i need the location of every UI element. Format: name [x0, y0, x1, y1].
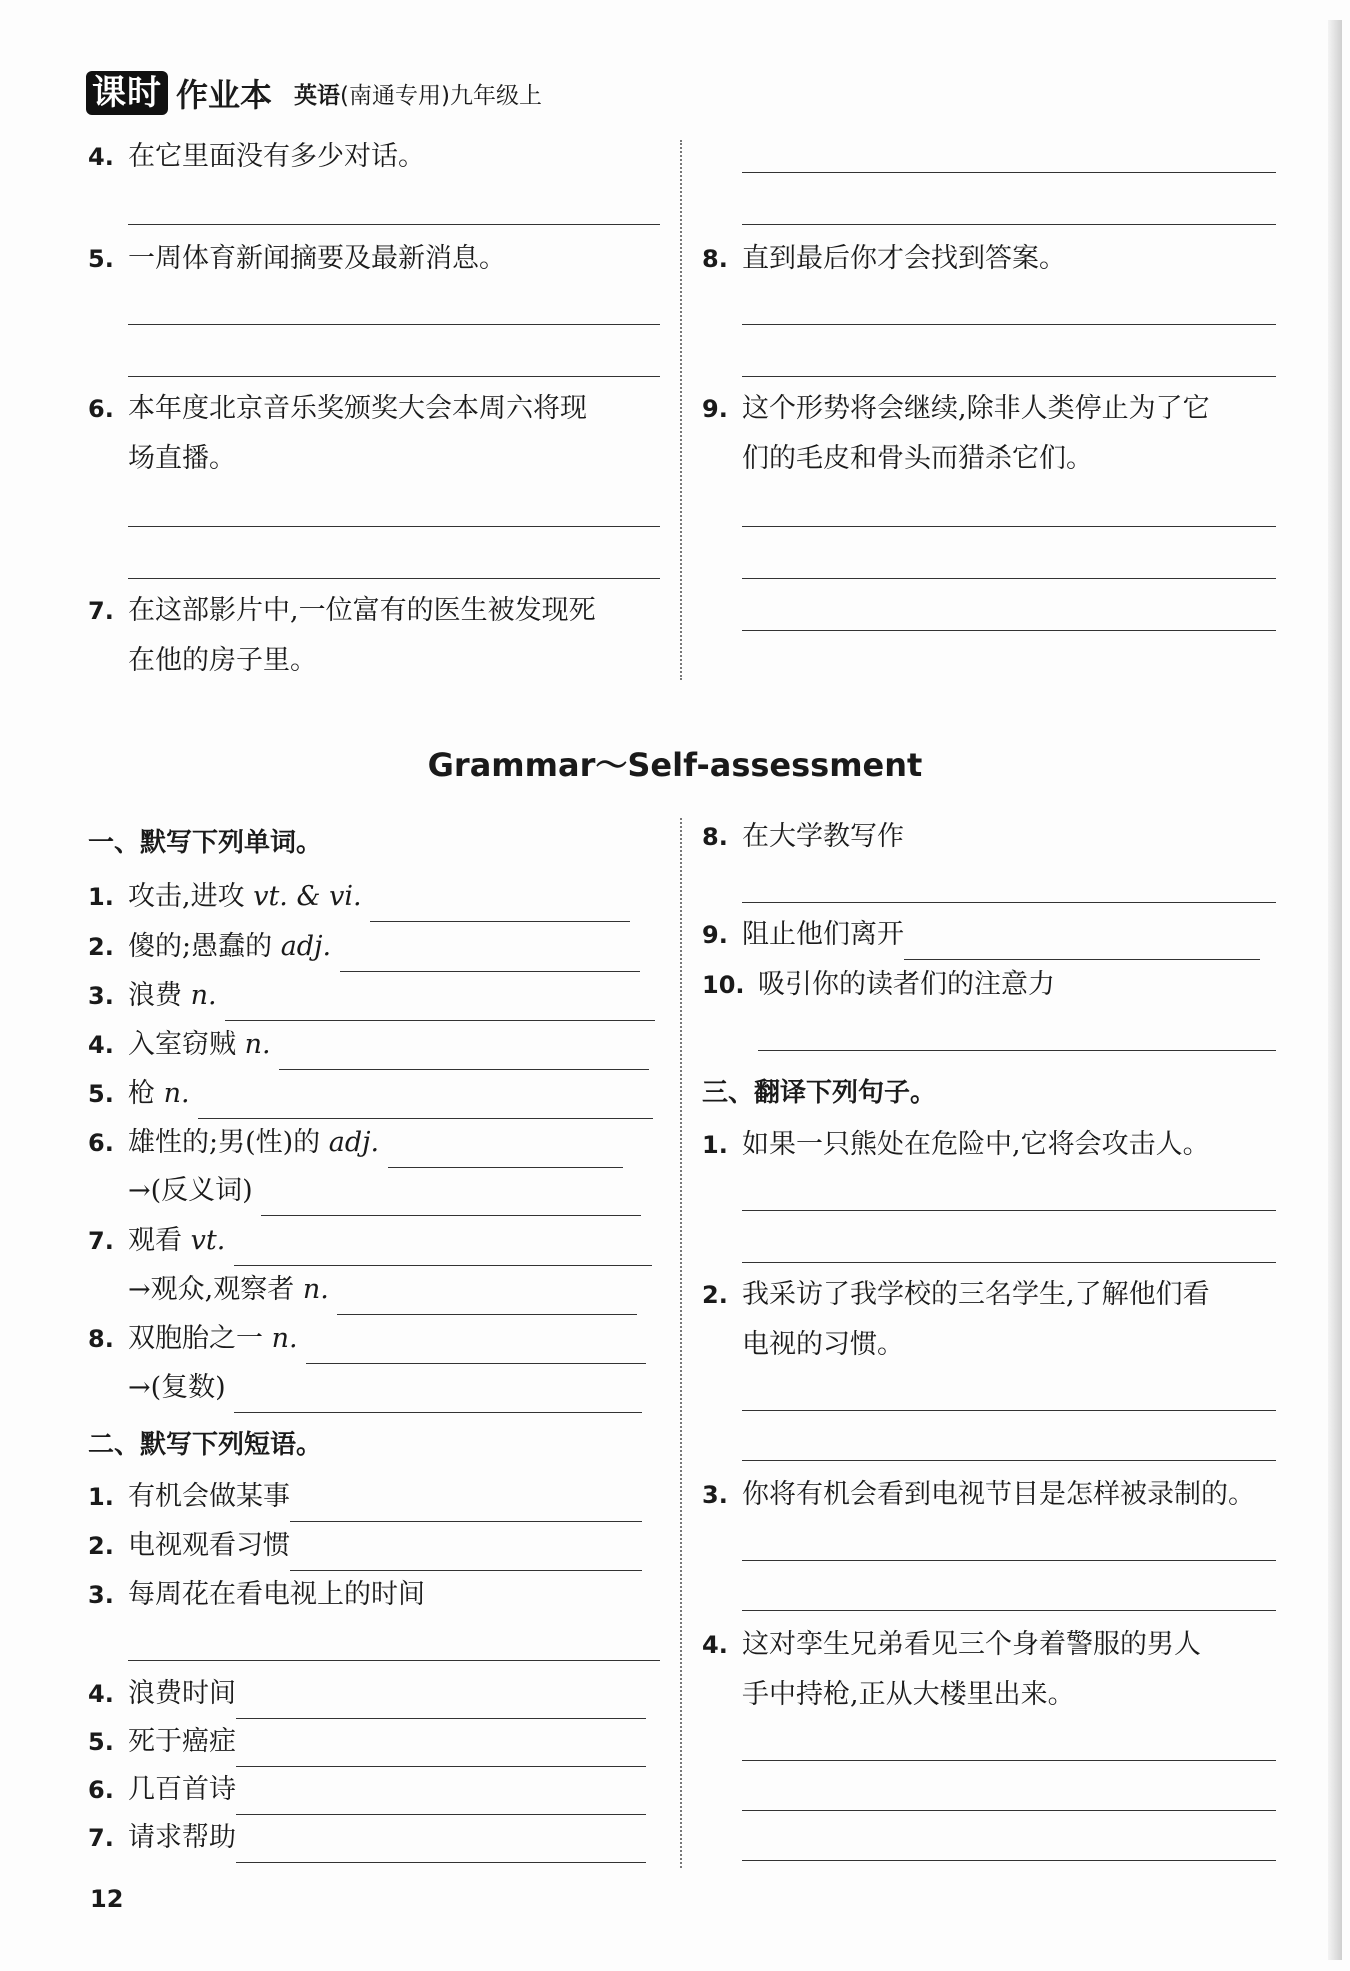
translate-item-2: 2. 我采访了我学校的三名学生,了解他们看 电视的习惯。: [702, 1279, 1210, 1360]
answer-line: [742, 902, 1276, 903]
answer-line: [128, 526, 660, 527]
answer-line: [128, 376, 660, 377]
question-top-7: 7. 在这部影片中,一位富有的医生被发现死 在他的房子里。: [88, 595, 596, 676]
answer-line: [742, 1410, 1276, 1411]
answer-line: [742, 1610, 1276, 1611]
word-item-4: 4. 入室窃贼 n.: [88, 1020, 660, 1070]
phrase-item-6: 6. 几百首诗: [88, 1765, 660, 1815]
phrase-item-4: 4. 浪费时间: [88, 1669, 660, 1719]
translate-item-4: 4. 这对孪生兄弟看见三个身着警服的男人 手中持枪,正从大楼里出来。: [702, 1629, 1201, 1710]
word-item-8-plural: →(复数): [88, 1363, 660, 1413]
answer-line: [742, 1860, 1276, 1861]
word-item-6-antonym: →(反义词): [88, 1166, 660, 1216]
part2-title: 二、默写下列短语。: [88, 1430, 323, 1460]
word-item-1: 1. 攻击,进攻 vt. & vi.: [88, 872, 660, 922]
answer-line: [742, 1760, 1276, 1761]
translate-item-3: 3. 你将有机会看到电视节目是怎样被录制的。: [702, 1479, 1255, 1510]
answer-line: [758, 1050, 1276, 1051]
word-item-3: 3. 浪费 n.: [88, 971, 660, 1021]
answer-line: [742, 1810, 1276, 1811]
translate-item-1: 1. 如果一只熊处在危险中,它将会攻击人。: [702, 1129, 1210, 1160]
header-subtitle: 英语(南通专用)九年级上: [294, 82, 542, 109]
word-item-6: 6. 雄性的;男(性)的 adj.: [88, 1118, 660, 1168]
phrase-item-9: 9. 阻止他们离开: [702, 910, 1278, 960]
question-top-4: 4. 在它里面没有多少对话。: [88, 141, 425, 172]
page-number: 12: [90, 1885, 124, 1913]
phrase-item-5: 5. 死于癌症: [88, 1717, 660, 1767]
word-item-5: 5. 枪 n.: [88, 1069, 660, 1119]
answer-line: [742, 1210, 1276, 1211]
column-divider-top: [680, 140, 682, 680]
phrase-item-7: 7. 请求帮助: [88, 1813, 660, 1863]
answer-line: [742, 578, 1276, 579]
logo: 课时: [86, 71, 168, 115]
word-item-7-derived: →观众,观察者 n.: [88, 1265, 660, 1315]
phrase-item-1: 1. 有机会做某事: [88, 1472, 660, 1522]
answer-line: [742, 1560, 1276, 1561]
answer-line: [742, 630, 1276, 631]
answer-line: [742, 376, 1276, 377]
part3-title: 三、翻译下列句子。: [702, 1078, 937, 1108]
phrase-item-8: 8. 在大学教写作: [702, 821, 904, 852]
answer-line: [742, 1460, 1276, 1461]
logo-text: 作业本: [176, 76, 273, 114]
answer-line: [128, 324, 660, 325]
page-header: [86, 68, 542, 118]
answer-line: [742, 324, 1276, 325]
section-title: Grammar～Self-assessment: [427, 746, 923, 784]
answer-line: [128, 578, 660, 579]
question-top-8: 8. 直到最后你才会找到答案。: [702, 243, 1066, 274]
word-item-7: 7. 观看 vt.: [88, 1216, 660, 1266]
question-top-9: 9. 这个形势将会继续,除非人类停止为了它 们的毛皮和骨头而猎杀它们。: [702, 393, 1210, 474]
question-top-6: 6. 本年度北京音乐奖颁奖大会本周六将现 场直播。: [88, 393, 587, 474]
phrase-item-10: 10. 吸引你的读者们的注意力: [702, 969, 1055, 1000]
question-top-5: 5. 一周体育新闻摘要及最新消息。: [88, 243, 506, 274]
phrase-item-2: 2. 电视观看习惯: [88, 1521, 660, 1571]
answer-line: [128, 1660, 660, 1661]
column-divider-bottom: [680, 818, 682, 1868]
answer-line: [742, 172, 1276, 173]
answer-line: [742, 224, 1276, 225]
part1-title: 一、默写下列单词。: [88, 828, 323, 858]
answer-line: [742, 1262, 1276, 1263]
page-edge-shadow: [1328, 20, 1342, 1960]
answer-line: [742, 526, 1276, 527]
word-item-8: 8. 双胞胎之一 n.: [88, 1314, 660, 1364]
phrase-item-3: 3. 每周花在看电视上的时间: [88, 1579, 425, 1610]
word-item-2: 2. 傻的;愚蠢的 adj.: [88, 922, 660, 972]
answer-line: [128, 224, 660, 225]
